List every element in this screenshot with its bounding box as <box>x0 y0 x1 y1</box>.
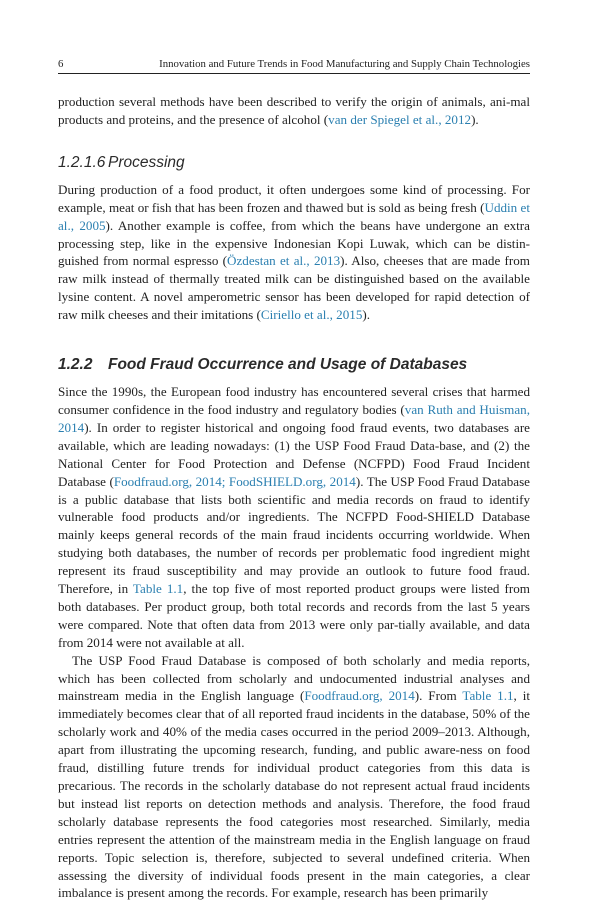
text-run: production several methods have been described to verify the origin of animals, ani-mal products and proteins, and the presence of alcohol ( <box>58 94 530 127</box>
text-run: ). Another example is coffee, from which the beans have undergone an extra processing step, like in the expensive Indonesian Kopi Luwak, which can be distin-guished from normal espresso ( <box>58 217 530 269</box>
citation-link[interactable]: Foodfraud.org, 2014; FoodSHIELD.org, 2014 <box>113 473 356 489</box>
section-number: 1.2.2 <box>58 356 93 374</box>
text-run: During production of a food product, it often undergoes some kind of processing. For example, meat or fish that has been frozen and thawed but is sold as being fresh ( <box>58 181 530 215</box>
body-text <box>58 93 530 902</box>
table-reference-link[interactable]: Table 1.1 <box>462 688 514 704</box>
text-run: , the top five of most reported product groups were listed from both databases. Per product group, both total records and records from the last 5 years were compared. Note that often data from 2013 were only par-tially available, and data from 2014 were not available at all. <box>58 581 530 650</box>
running-title: Innovation and Future Trends in Food Manufacturing and Supply Chain Technologies <box>159 58 530 70</box>
paragraph-food-fraud-databases <box>58 383 530 652</box>
section-heading-food-fraud <box>58 355 530 374</box>
section-number: 1.2.1.6 <box>58 153 106 171</box>
text-run: ). Also, cheeses that are made from raw milk instead of thermally treated milk can be distinguished based on the available lysine content. A novel amperometric sensor has been developed for rapid detection of raw milk cheeses and their imitations ( <box>58 253 530 323</box>
citation-link[interactable]: van Ruth and Huisman, 2014 <box>58 401 530 435</box>
citation-link[interactable]: van der Spiegel et al., 2012 <box>328 111 472 127</box>
header-divider <box>58 73 530 74</box>
section-title: Processing <box>108 153 185 171</box>
text-run: ). In order to register historical and ongoing food fraud events, two databases are available, which are leading nowadays: (1) the USP Food Fraud Data-base, and (2) the National Center for Food Protection and Defense (NCFPD) Food Fraud Incident Database ( <box>58 419 530 489</box>
section-title: Food Fraud Occurrence and Usage of Databases <box>108 356 468 374</box>
citation-link[interactable]: Özdestan et al., 2013 <box>227 253 341 269</box>
text-run: ). The USP Food Fraud Database is a public database that lists both scientific and media records on fraud to identify vulnerable food products and/or ingredients. The NCFPD Food-SHIELD Database mainly keeps general records of the main fraud incidents occurring worldwide. When studying both databases, the number of records per problematic food ingredient might represent its fraud susceptibility and may provide an outlook to future food fraud. Therefore, in <box>58 473 530 597</box>
text-run: , it immediately becomes clear that of all reported fraud incidents in the database, 50% of the scholarly work and 40% of the media cases occurred in the period 2009–2013. Although, apart from illustrating the upcoming research, funding, and public aware-ness on food fraud, distilling future trends for individual product categories from this data is precarious. The records in the scholarly database do not represent actual fraud incidents but instead list reports on detection methods and analysis. Therefore, the food fraud scholarly database represents the food categories most researched. Similarly, media entries represent the attention of the mainstream media in the English language on fraud reports. Topic selection is, therefore, subjected to several undefined criteria. When assessing the diversity of individual foods present in the main categories, a clear imbalance is present among the records. For example, research has been primarily <box>58 688 530 901</box>
text-run: The USP Food Fraud Database is composed of both scholarly and media reports, which has been collected from scholarly and undocumented industrial analyses and mainstream media in the English language ( <box>58 652 530 704</box>
section-heading-processing <box>58 153 530 172</box>
paragraph-usp-database <box>58 652 530 902</box>
text-run: ). From <box>414 688 463 704</box>
table-reference-link[interactable]: Table 1.1 <box>132 581 184 597</box>
citation-link[interactable]: Ciriello et al., 2015 <box>260 307 363 323</box>
text-run: ). <box>362 307 371 323</box>
citation-link[interactable]: Foodfraud.org, 2014 <box>304 688 415 704</box>
paragraph-intro-continued <box>58 93 530 129</box>
text-run: ). <box>471 111 479 127</box>
page-number: 6 <box>58 58 64 70</box>
citation-link[interactable]: Uddin et al., 2005 <box>58 199 530 233</box>
paragraph-processing <box>58 181 530 324</box>
text-run: Since the 1990s, the European food industry has encountered several crises that harmed consumer confidence in the food industry and regulatory bodies ( <box>58 384 530 417</box>
running-header <box>58 57 530 71</box>
